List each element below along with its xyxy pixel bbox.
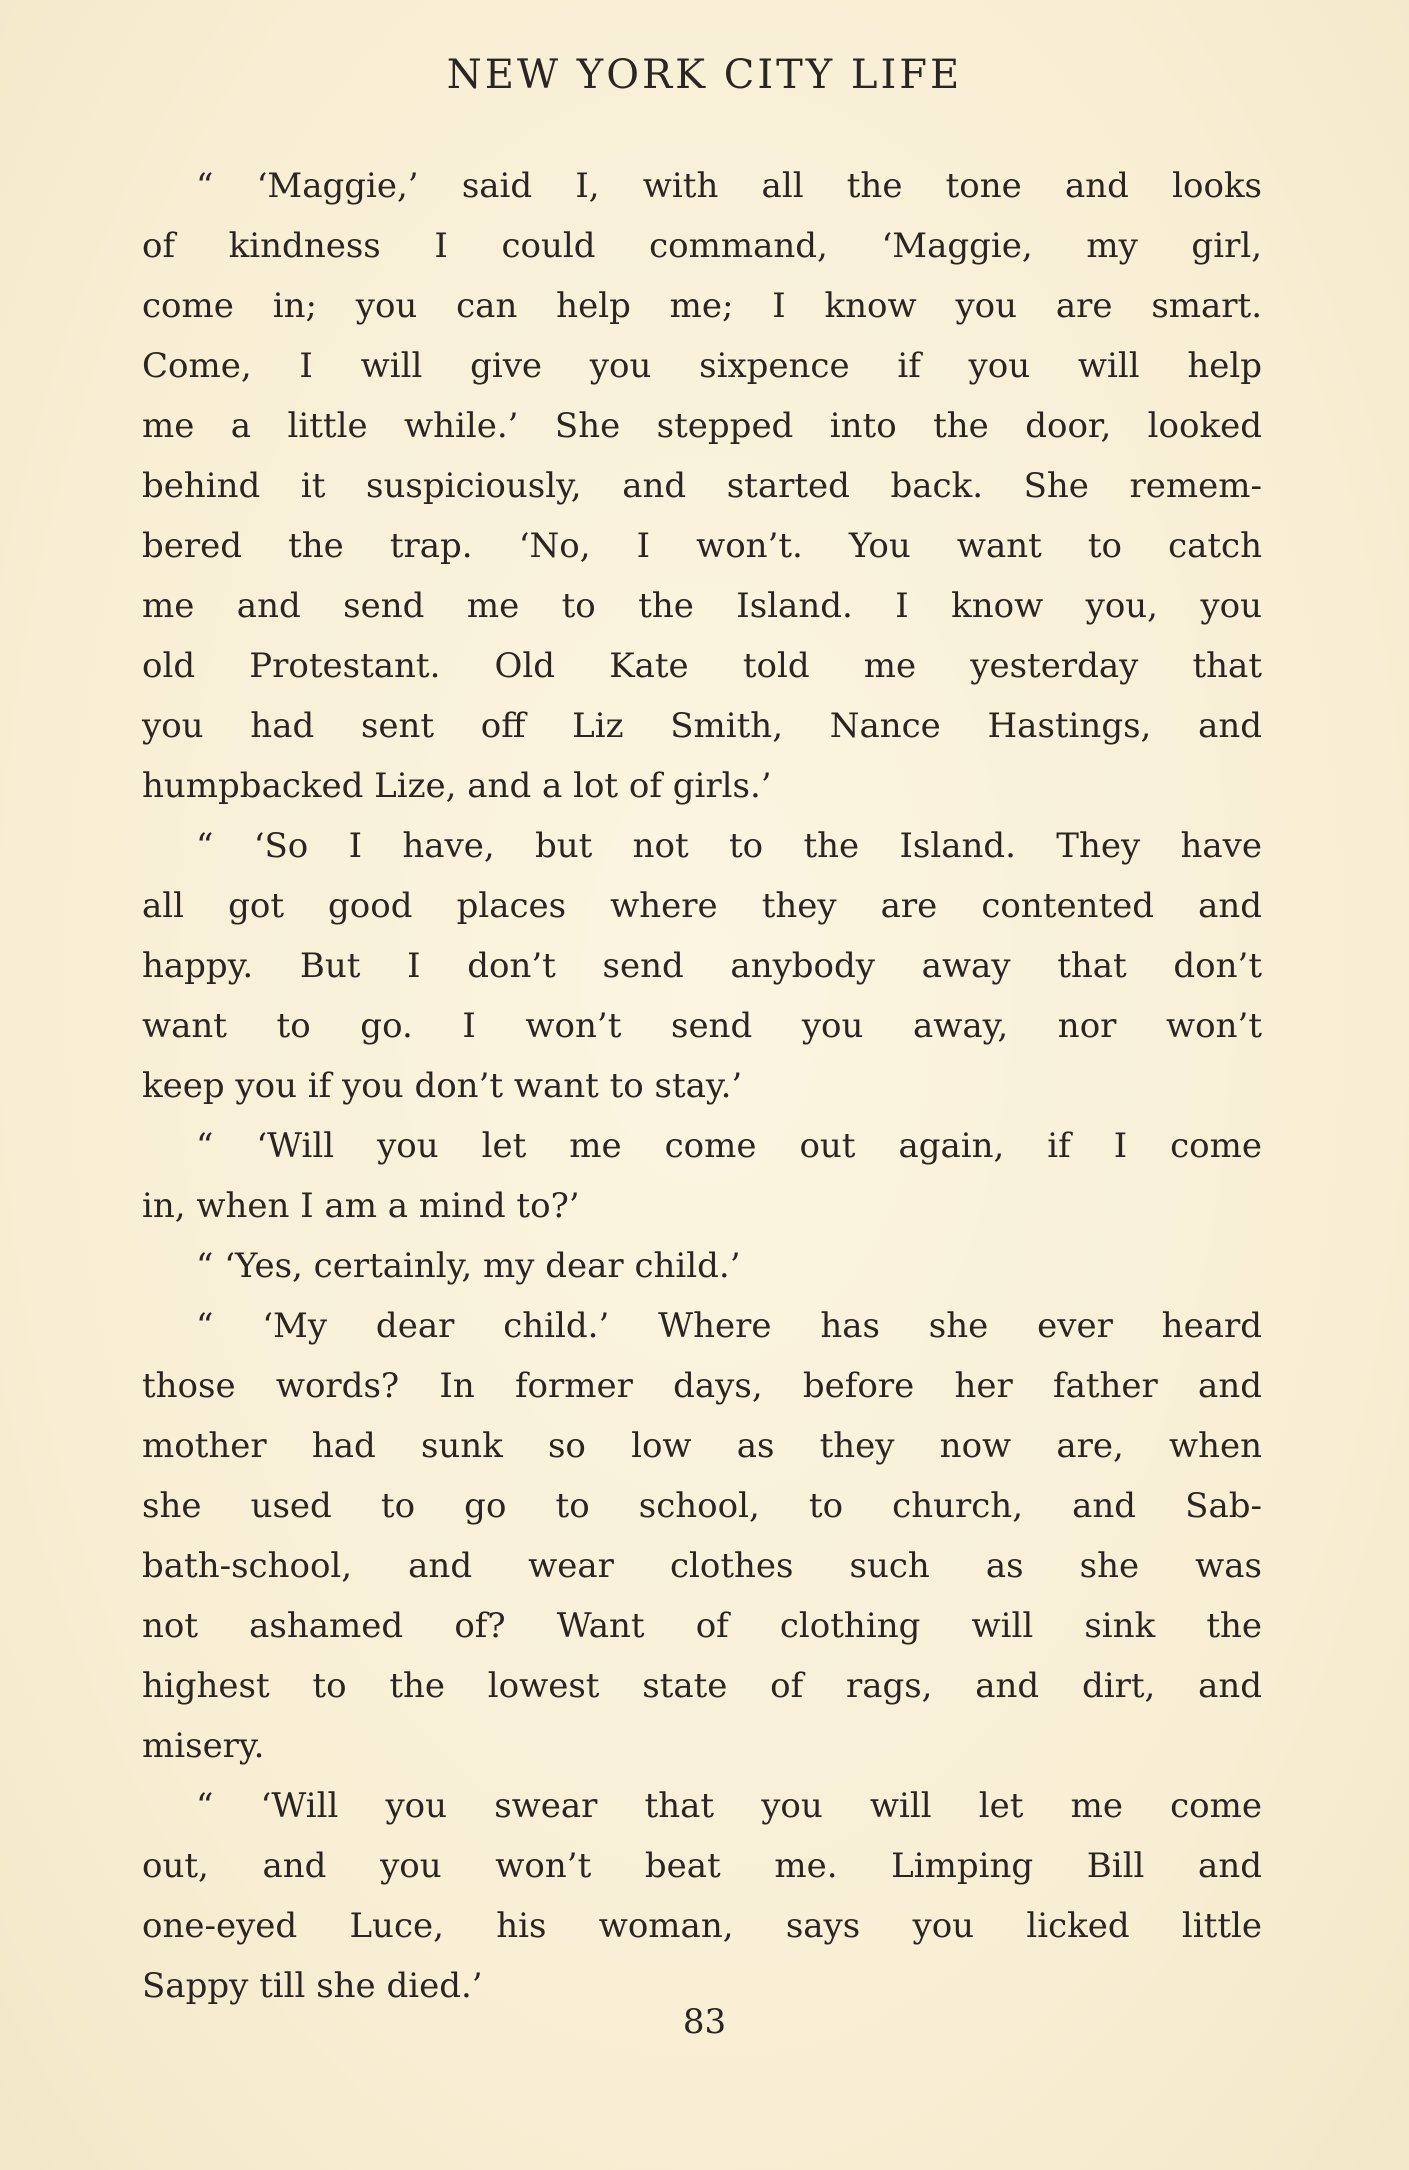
body-text	[142, 156, 1262, 2016]
text-line: all got good places where they are contented and	[142, 886, 1262, 926]
text-line: Sappy till she died.’	[142, 1966, 483, 2006]
text-line: you had sent off Liz Smith, Nance Hastings, and	[142, 706, 1262, 746]
text-line: “ ‘Maggie,’ said I, with all the tone and looks	[196, 166, 1262, 206]
text-line: want to go. I won’t send you away, nor won’t	[142, 1006, 1262, 1046]
text-line: me a little while.’ She stepped into the door, looked	[142, 406, 1262, 446]
text-line: in, when I am a mind to?’	[142, 1186, 580, 1226]
text-line: humpbacked Lize, and a lot of girls.’	[142, 766, 772, 806]
page-number: 83	[682, 2002, 727, 2042]
text-line: come in; you can help me; I know you are smart.	[142, 286, 1262, 326]
text-line: “ ‘Yes, certainly, my dear child.’	[196, 1246, 741, 1286]
text-line: out, and you won’t beat me. Limping Bill and	[142, 1846, 1262, 1886]
text-line: happy. But I don’t send anybody away that don’t	[142, 946, 1262, 986]
text-line: misery.	[142, 1726, 265, 1766]
text-line: of kindness I could command, ‘Maggie, my girl,	[142, 226, 1262, 266]
text-line: highest to the lowest state of rags, and dirt, and	[142, 1666, 1262, 1706]
text-line: “ ‘Will you let me come out again, if I come	[196, 1126, 1262, 1166]
text-line: old Protestant. Old Kate told me yesterday that	[142, 646, 1262, 686]
text-line: “ ‘My dear child.’ Where has she ever heard	[196, 1306, 1262, 1346]
text-line: one-eyed Luce, his woman, says you licked little	[142, 1906, 1262, 1946]
running-head: NEW YORK CITY LIFE	[446, 52, 963, 98]
text-line: behind it suspiciously, and started back. She remem-	[142, 466, 1262, 506]
text-line: me and send me to the Island. I know you, you	[142, 586, 1262, 626]
text-line: “ ‘Will you swear that you will let me come	[196, 1786, 1262, 1826]
text-line: bath-school, and wear clothes such as she was	[142, 1546, 1262, 1586]
text-line: she used to go to school, to church, and Sab-	[142, 1486, 1262, 1526]
text-line: “ ‘So I have, but not to the Island. They have	[196, 826, 1262, 866]
text-line: those words? In former days, before her father and	[142, 1366, 1262, 1406]
text-line: mother had sunk so low as they now are, when	[142, 1426, 1262, 1466]
text-line: not ashamed of? Want of clothing will sink the	[142, 1606, 1262, 1646]
text-line: Come, I will give you sixpence if you will help	[142, 346, 1262, 386]
text-line: bered the trap. ‘No, I won’t. You want to catch	[142, 526, 1262, 566]
text-line: keep you if you don’t want to stay.’	[142, 1066, 743, 1106]
